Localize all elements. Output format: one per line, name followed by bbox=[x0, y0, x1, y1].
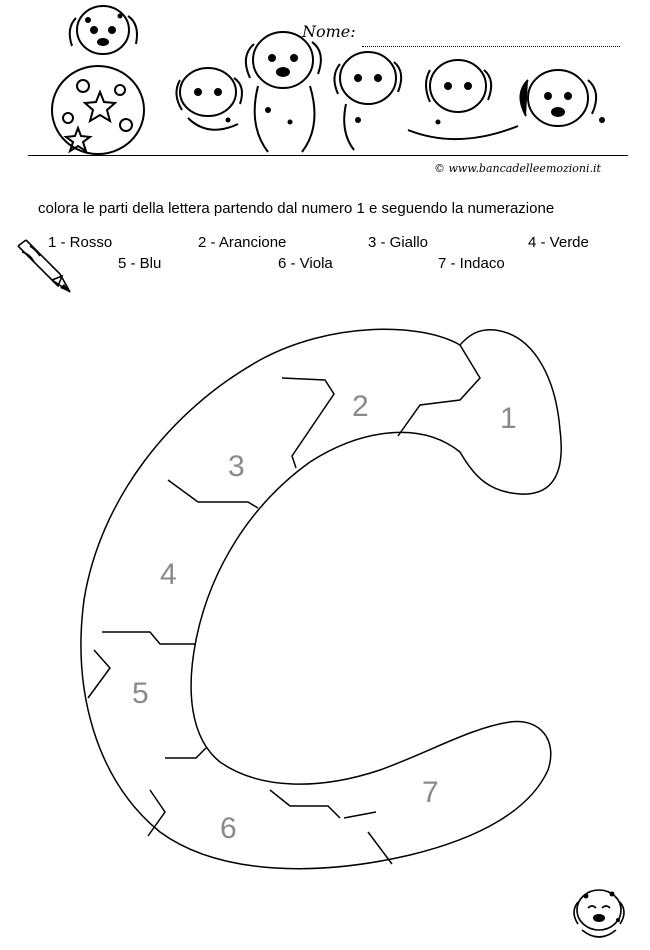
legend-item-1: 1 - Rosso bbox=[48, 234, 113, 251]
puppy-icon bbox=[568, 880, 630, 942]
region-3-number: 3 bbox=[228, 450, 245, 483]
legend-item-7: 7 - Indaco bbox=[438, 255, 505, 272]
name-field[interactable] bbox=[362, 46, 620, 47]
legend-item-5: 5 - Blu bbox=[118, 255, 162, 272]
region-7-number: 7 bbox=[422, 776, 439, 809]
letter-outline bbox=[81, 329, 561, 868]
ball-icon bbox=[52, 66, 144, 154]
legend-item-3: 3 - Giallo bbox=[368, 234, 429, 251]
legend-item-4: 4 - Verde bbox=[528, 234, 589, 251]
region-6-number: 6 bbox=[220, 812, 237, 845]
legend-item-2: 2 - Arancione bbox=[198, 234, 287, 251]
region-2-number: 2 bbox=[352, 390, 369, 423]
instruction-text: colora le parti della lettera partendo dal numero 1 e seguendo la numerazione bbox=[38, 200, 555, 217]
region-5-number: 5 bbox=[132, 677, 149, 710]
ground-line bbox=[28, 155, 628, 156]
region-4-number: 4 bbox=[160, 558, 177, 591]
letter-c-drawing bbox=[0, 310, 650, 890]
region-1-number: 1 bbox=[500, 402, 517, 435]
legend-item-6: 6 - Viola bbox=[278, 255, 333, 272]
copyright-text: © www.bancadelleemozioni.it bbox=[434, 162, 601, 175]
name-label: Nome: bbox=[302, 22, 356, 41]
